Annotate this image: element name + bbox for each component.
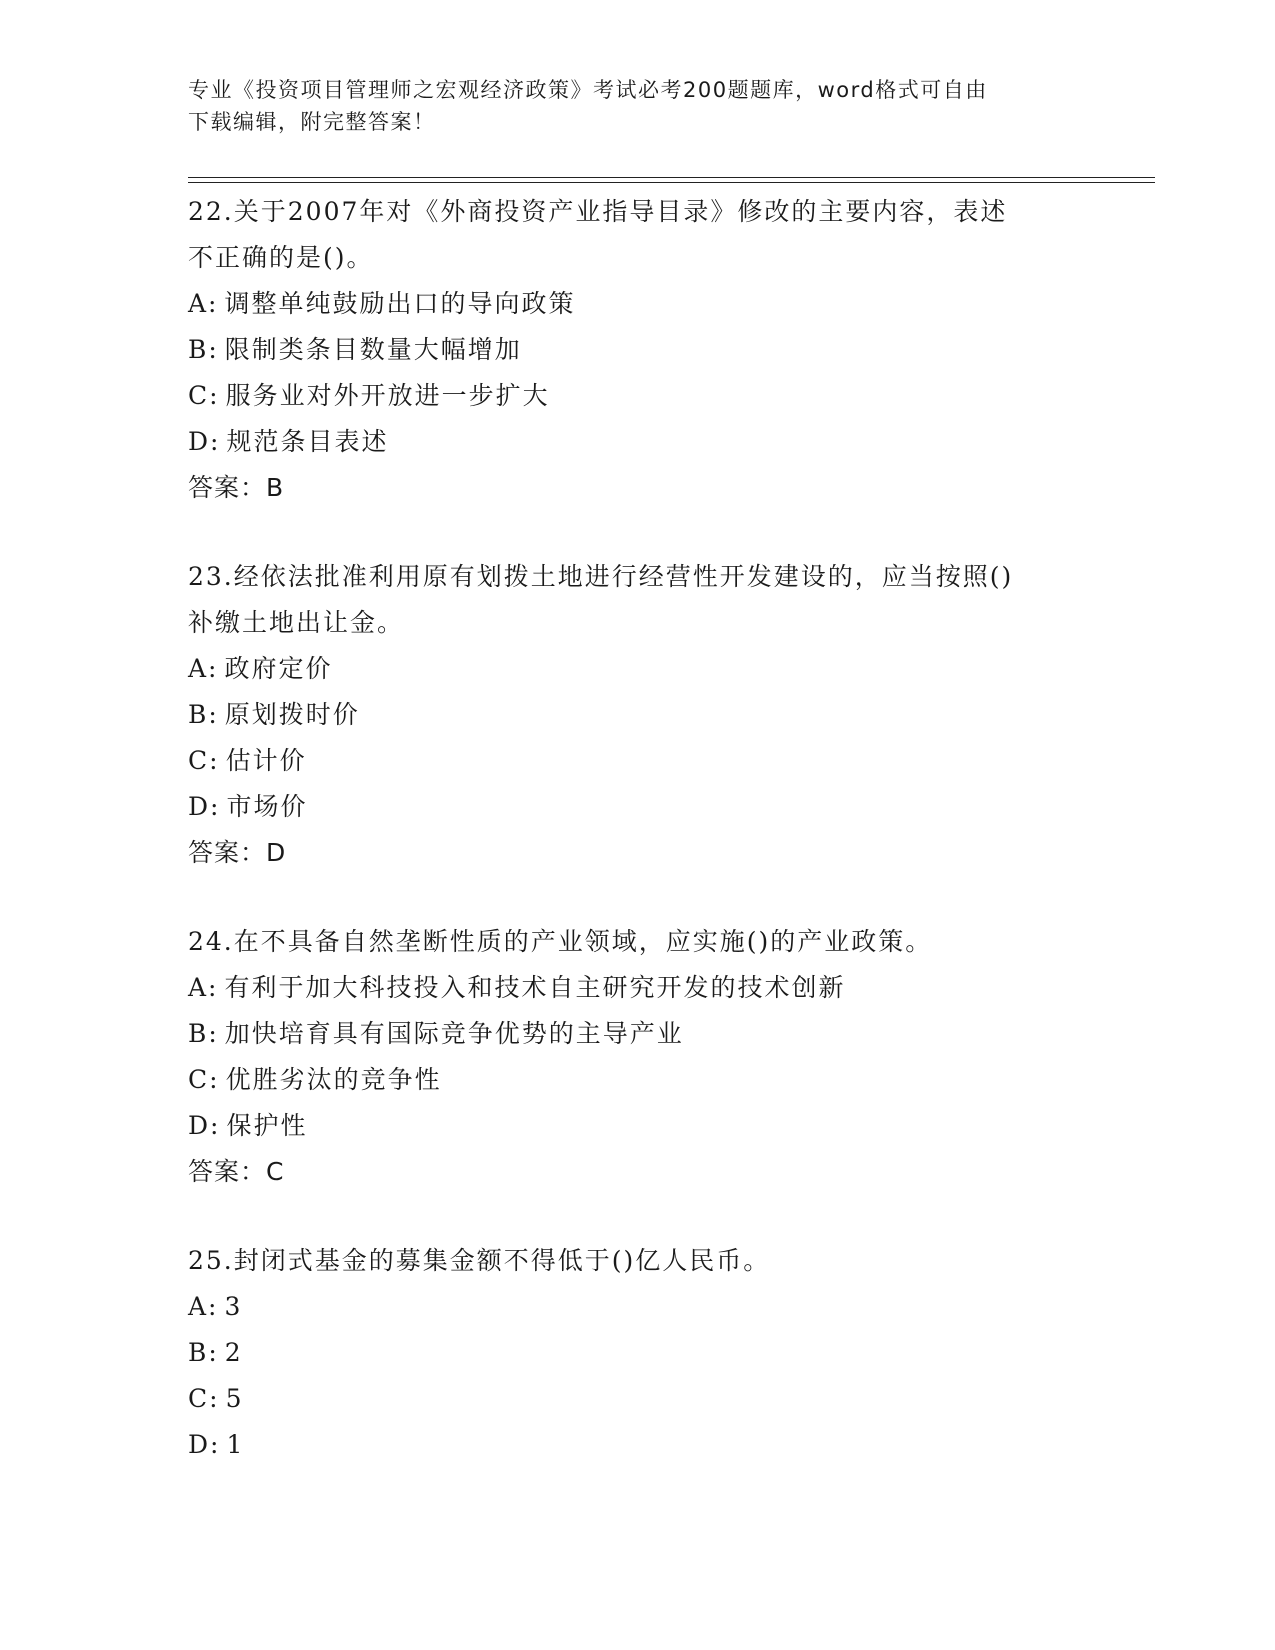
option-letter: C: — [188, 746, 220, 775]
option-b — [188, 692, 1088, 738]
option-text: 优胜劣汰的竞争性 — [225, 1065, 442, 1094]
question-24 — [188, 919, 1088, 1195]
option-a — [188, 1284, 1088, 1330]
option-text: 1 — [226, 1430, 245, 1459]
option-d — [188, 1422, 1088, 1468]
option-letter: C: — [188, 381, 220, 410]
question-stem — [188, 1238, 1088, 1284]
header-divider-bottom — [188, 182, 1155, 183]
answer-line: 答案：B — [188, 473, 285, 502]
option-letter: A: — [188, 654, 219, 683]
option-text: 估计价 — [225, 746, 307, 775]
option-text: 3 — [224, 1292, 243, 1321]
option-d — [188, 419, 1088, 465]
option-text: 政府定价 — [224, 654, 333, 683]
answer-line: 答案：C — [188, 1157, 285, 1186]
option-text: 服务业对外开放进一步扩大 — [225, 381, 550, 410]
question-stem — [188, 189, 1088, 281]
question-stem-line: 23.经依法批准利用原有划拨土地进行经营性开发建设的，应当按照() — [188, 562, 1014, 591]
option-b — [188, 327, 1088, 373]
option-c — [188, 1057, 1088, 1103]
option-text: 加快培育具有国际竞争优势的主导产业 — [224, 1019, 684, 1048]
option-d — [188, 1103, 1088, 1149]
option-letter: C: — [188, 1065, 220, 1094]
question-stem-line: 25.封闭式基金的募集金额不得低于()亿人民币。 — [188, 1246, 771, 1275]
header-line-2: 下载编辑，附完整答案！ — [188, 110, 436, 134]
option-letter: A: — [188, 1292, 219, 1321]
question-23 — [188, 554, 1088, 876]
option-text: 限制类条目数量大幅增加 — [224, 335, 522, 364]
option-letter: D: — [188, 792, 221, 821]
option-letter: A: — [188, 973, 219, 1002]
option-c — [188, 1376, 1088, 1422]
option-text: 2 — [224, 1338, 243, 1367]
header-line-1: 专业《投资项目管理师之宏观经济政策》考试必考200题题库，word格式可自由 — [188, 78, 988, 102]
option-text: 市场价 — [226, 792, 308, 821]
option-letter: D: — [188, 1430, 221, 1459]
option-b — [188, 1011, 1088, 1057]
option-letter: B: — [188, 1338, 219, 1367]
question-stem-line: 24.在不具备自然垄断性质的产业领域，应实施()的产业政策。 — [188, 927, 933, 956]
question-stem-line: 不正确的是()。 — [188, 243, 374, 272]
option-c — [188, 738, 1088, 784]
question-25 — [188, 1238, 1088, 1468]
option-letter: B: — [188, 700, 219, 729]
option-d — [188, 784, 1088, 830]
option-text: 保护性 — [226, 1111, 308, 1140]
question-stem-line: 补缴土地出让金。 — [188, 608, 405, 637]
option-text: 规范条目表述 — [226, 427, 389, 456]
option-c — [188, 373, 1088, 419]
header-divider-top — [188, 177, 1155, 178]
option-b — [188, 1330, 1088, 1376]
option-letter: B: — [188, 335, 219, 364]
document-header — [188, 74, 1088, 138]
option-text: 原划拨时价 — [224, 700, 360, 729]
question-stem — [188, 919, 1088, 965]
answer-line: 答案：D — [188, 838, 287, 867]
option-letter: B: — [188, 1019, 219, 1048]
question-stem-line: 22.关于2007年对《外商投资产业指导目录》修改的主要内容，表述 — [188, 197, 1008, 226]
option-letter: D: — [188, 1111, 221, 1140]
question-stem — [188, 554, 1088, 646]
option-text: 调整单纯鼓励出口的导向政策 — [224, 289, 576, 318]
option-letter: C: — [188, 1384, 220, 1413]
option-a — [188, 646, 1088, 692]
option-text: 5 — [225, 1384, 244, 1413]
option-letter: D: — [188, 427, 221, 456]
option-a — [188, 281, 1088, 327]
option-a — [188, 965, 1088, 1011]
question-22 — [188, 189, 1088, 511]
option-letter: A: — [188, 289, 219, 318]
option-text: 有利于加大科技投入和技术自主研究开发的技术创新 — [224, 973, 846, 1002]
